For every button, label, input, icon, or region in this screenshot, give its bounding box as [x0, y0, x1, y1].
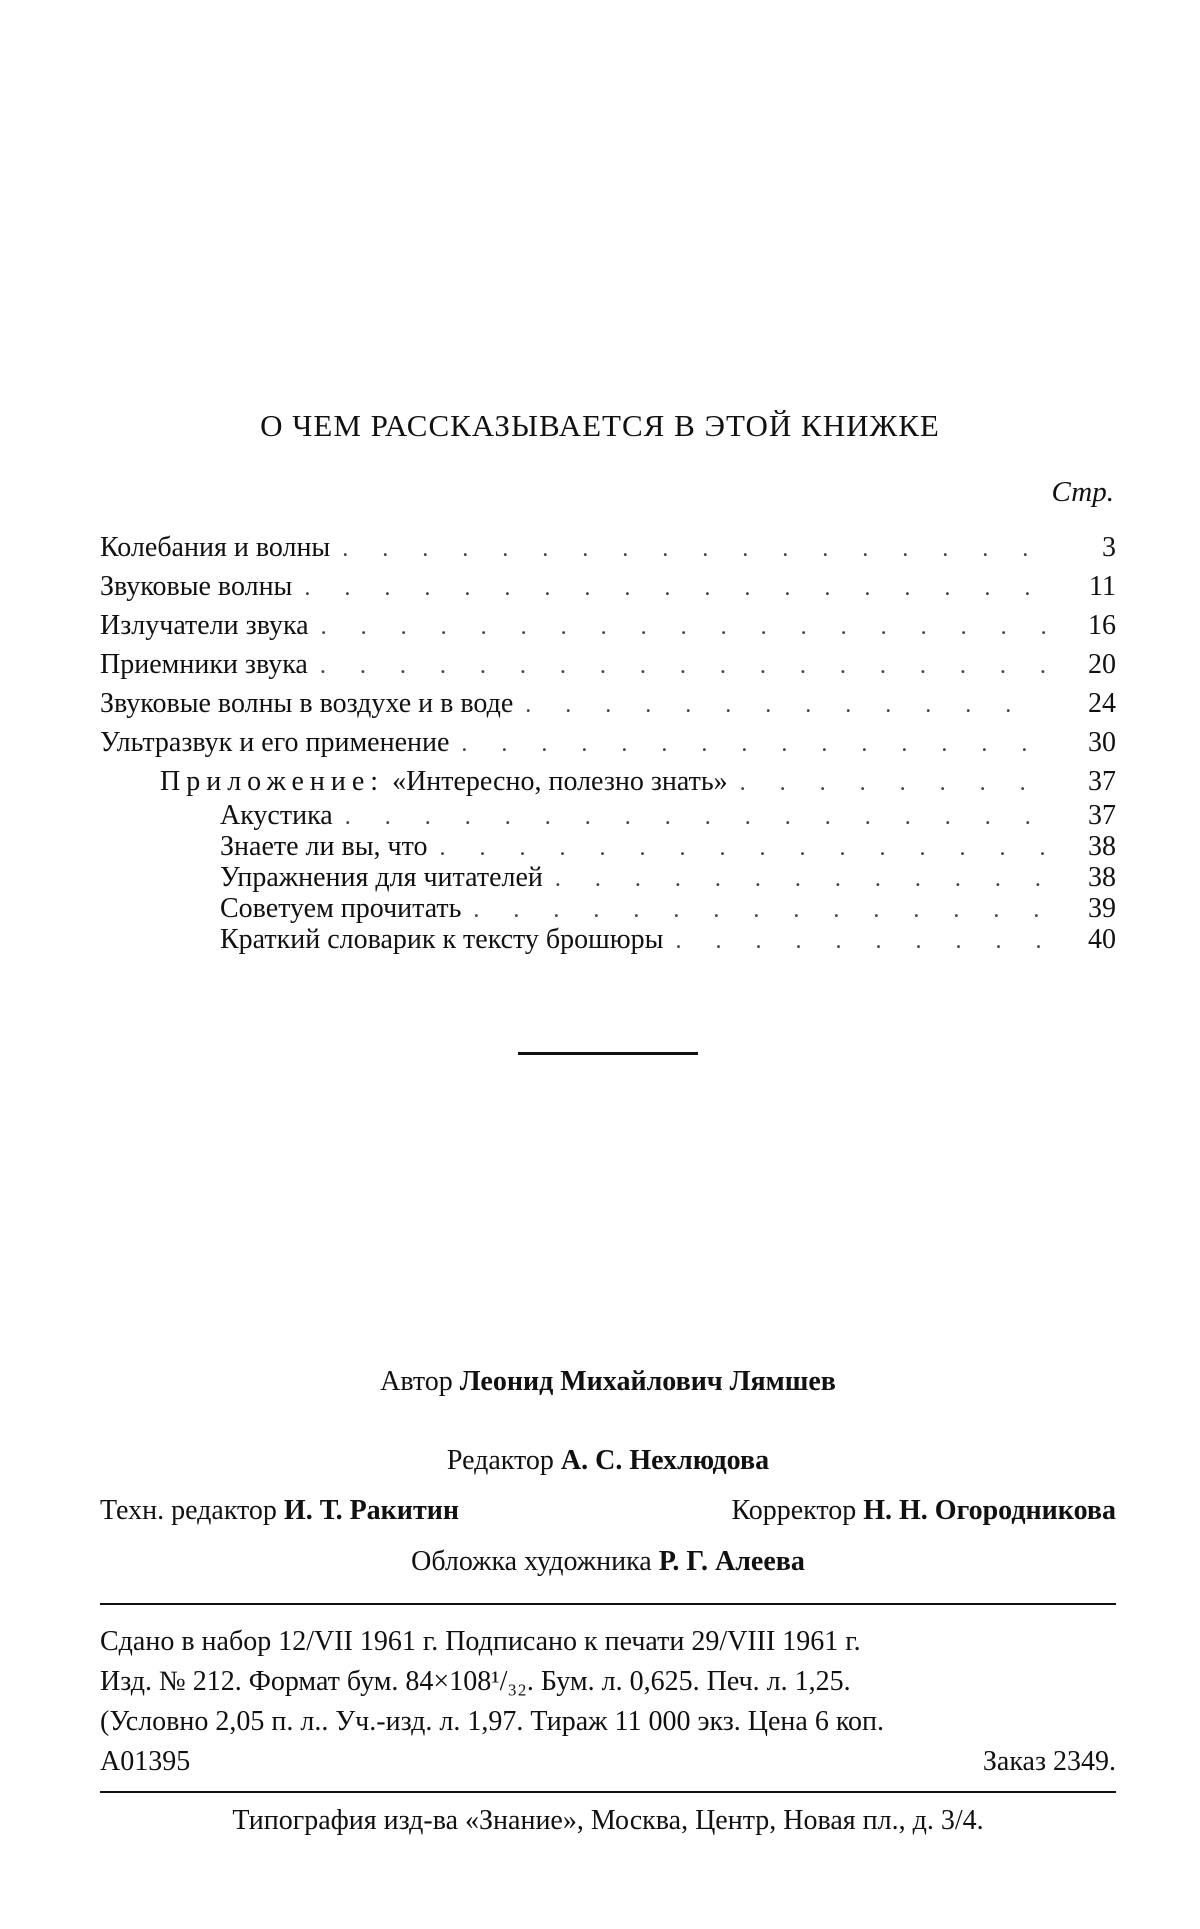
cover-credit [100, 1546, 1116, 1578]
toc-appendix-entry [100, 764, 1116, 800]
toc-entry [100, 606, 1116, 645]
toc-entry-label: Звуковые волны в воздухе и в воде [100, 688, 514, 719]
toc-entry-label: Приемники звука [100, 649, 308, 680]
toc-subentry [100, 924, 1116, 955]
toc-entry-page: 11 [1089, 571, 1116, 602]
toc-entry [100, 723, 1116, 762]
toc-subentry [100, 862, 1116, 893]
toc-entry-page: 20 [1088, 649, 1116, 680]
toc-entry-page: 24 [1088, 688, 1116, 719]
dot-leader [555, 864, 1046, 895]
toc-entry-label: Колебания и волны [100, 532, 331, 563]
page-column-header: Стр. [1051, 476, 1114, 508]
imprint-line: Изд. № 212. Формат бум. 84×108¹/₃₂. Бум. л. 0,625. Печ. л. 1,25. [100, 1666, 851, 1697]
editor-name: А. С. Нехлюдова [560, 1445, 770, 1476]
tech-editor-name: И. Т. Ракитин [283, 1495, 459, 1526]
tech-editor-label: Техн. редактор [100, 1495, 277, 1526]
toc-title: О ЧЕМ РАССКАЗЫВАЕТСЯ В ЭТОЙ КНИЖКЕ [260, 408, 940, 443]
toc-entry [100, 645, 1116, 684]
dot-leader [525, 686, 1046, 725]
imprint-bottom-rule [100, 1791, 1116, 1793]
order-number: Заказ 2349. [982, 1746, 1116, 1777]
toc-entry-page: 3 [1102, 532, 1116, 563]
toc-entry-label: Излучатели звука [100, 610, 309, 641]
toc-entry [100, 567, 1116, 606]
dot-leader [321, 608, 1046, 647]
dot-leader [342, 530, 1046, 569]
dot-leader [461, 725, 1046, 764]
section-divider [518, 1052, 698, 1055]
toc-subentry [100, 800, 1116, 831]
imprint-code-line [100, 1742, 1116, 1782]
toc-entry-page: 16 [1088, 610, 1116, 641]
appendix-prefix: Приложение: [160, 766, 385, 797]
author-name: Леонид Михайлович Лямшев [459, 1366, 836, 1397]
dot-leader [439, 833, 1046, 864]
toc-entry-label: Советуем прочитать [220, 893, 462, 924]
editor-credit [100, 1445, 1116, 1477]
toc-entry-page: 38 [1088, 862, 1116, 893]
toc-entry-page: 40 [1088, 924, 1116, 955]
proofreader-label: Корректор [731, 1495, 857, 1526]
toc-entry [100, 528, 1116, 567]
imprint-line: (Условно 2,05 п. л.. Уч.-изд. л. 1,97. Тираж 11 000 экз. Цена 6 коп. [100, 1706, 884, 1737]
toc-subentry [100, 893, 1116, 924]
toc-entry-label: Ультразвук и его применение [100, 727, 450, 758]
proofreader-credit [731, 1495, 1116, 1527]
dot-leader [675, 926, 1046, 957]
toc-entry-label: Краткий словарик к тексту брошюры [220, 924, 664, 955]
toc-entry-label: Звуковые волны [100, 571, 293, 602]
toc-entry-page: 37 [1088, 800, 1116, 831]
imprint-block [100, 1622, 1116, 1782]
dot-leader [304, 569, 1046, 608]
toc-entry-label: Акустика [220, 800, 333, 831]
imprint-top-rule [100, 1603, 1116, 1605]
toc-subentry [100, 831, 1116, 862]
dot-leader [320, 647, 1046, 686]
table-of-contents [100, 528, 1116, 955]
proofreader-name: Н. Н. Огородникова [863, 1495, 1116, 1526]
tech-credits [100, 1495, 1116, 1527]
toc-entry-label: Знаете ли вы, что [220, 831, 428, 862]
imprint-line: Сдано в набор 12/VII 1961 г. Подписано к печати 29/VIII 1961 г. [100, 1626, 861, 1657]
printer-line: Типография изд-ва «Знание», Москва, Центр, Новая пл., д. 3/4. [232, 1805, 984, 1836]
toc-entry-label: Упражнения для читателей [220, 862, 543, 893]
toc-entry-page: 30 [1088, 727, 1116, 758]
cover-label: Обложка художника [411, 1546, 652, 1577]
dot-leader [345, 802, 1046, 833]
publication-code: А01395 [100, 1746, 191, 1777]
toc-entry-page: 39 [1088, 893, 1116, 924]
author-credit [100, 1366, 1116, 1398]
dot-leader [740, 765, 1046, 801]
tech-editor-credit [100, 1495, 459, 1527]
author-label: Автор [380, 1366, 453, 1397]
toc-entry-page: 37 [1088, 766, 1116, 797]
toc-entry [100, 684, 1116, 723]
appendix-label: «Интересно, полезно знать» [392, 766, 728, 797]
cover-artist-name: Р. Г. Алеева [658, 1546, 805, 1577]
toc-entry-page: 38 [1088, 831, 1116, 862]
dot-leader [473, 895, 1046, 926]
editor-label: Редактор [446, 1445, 554, 1476]
